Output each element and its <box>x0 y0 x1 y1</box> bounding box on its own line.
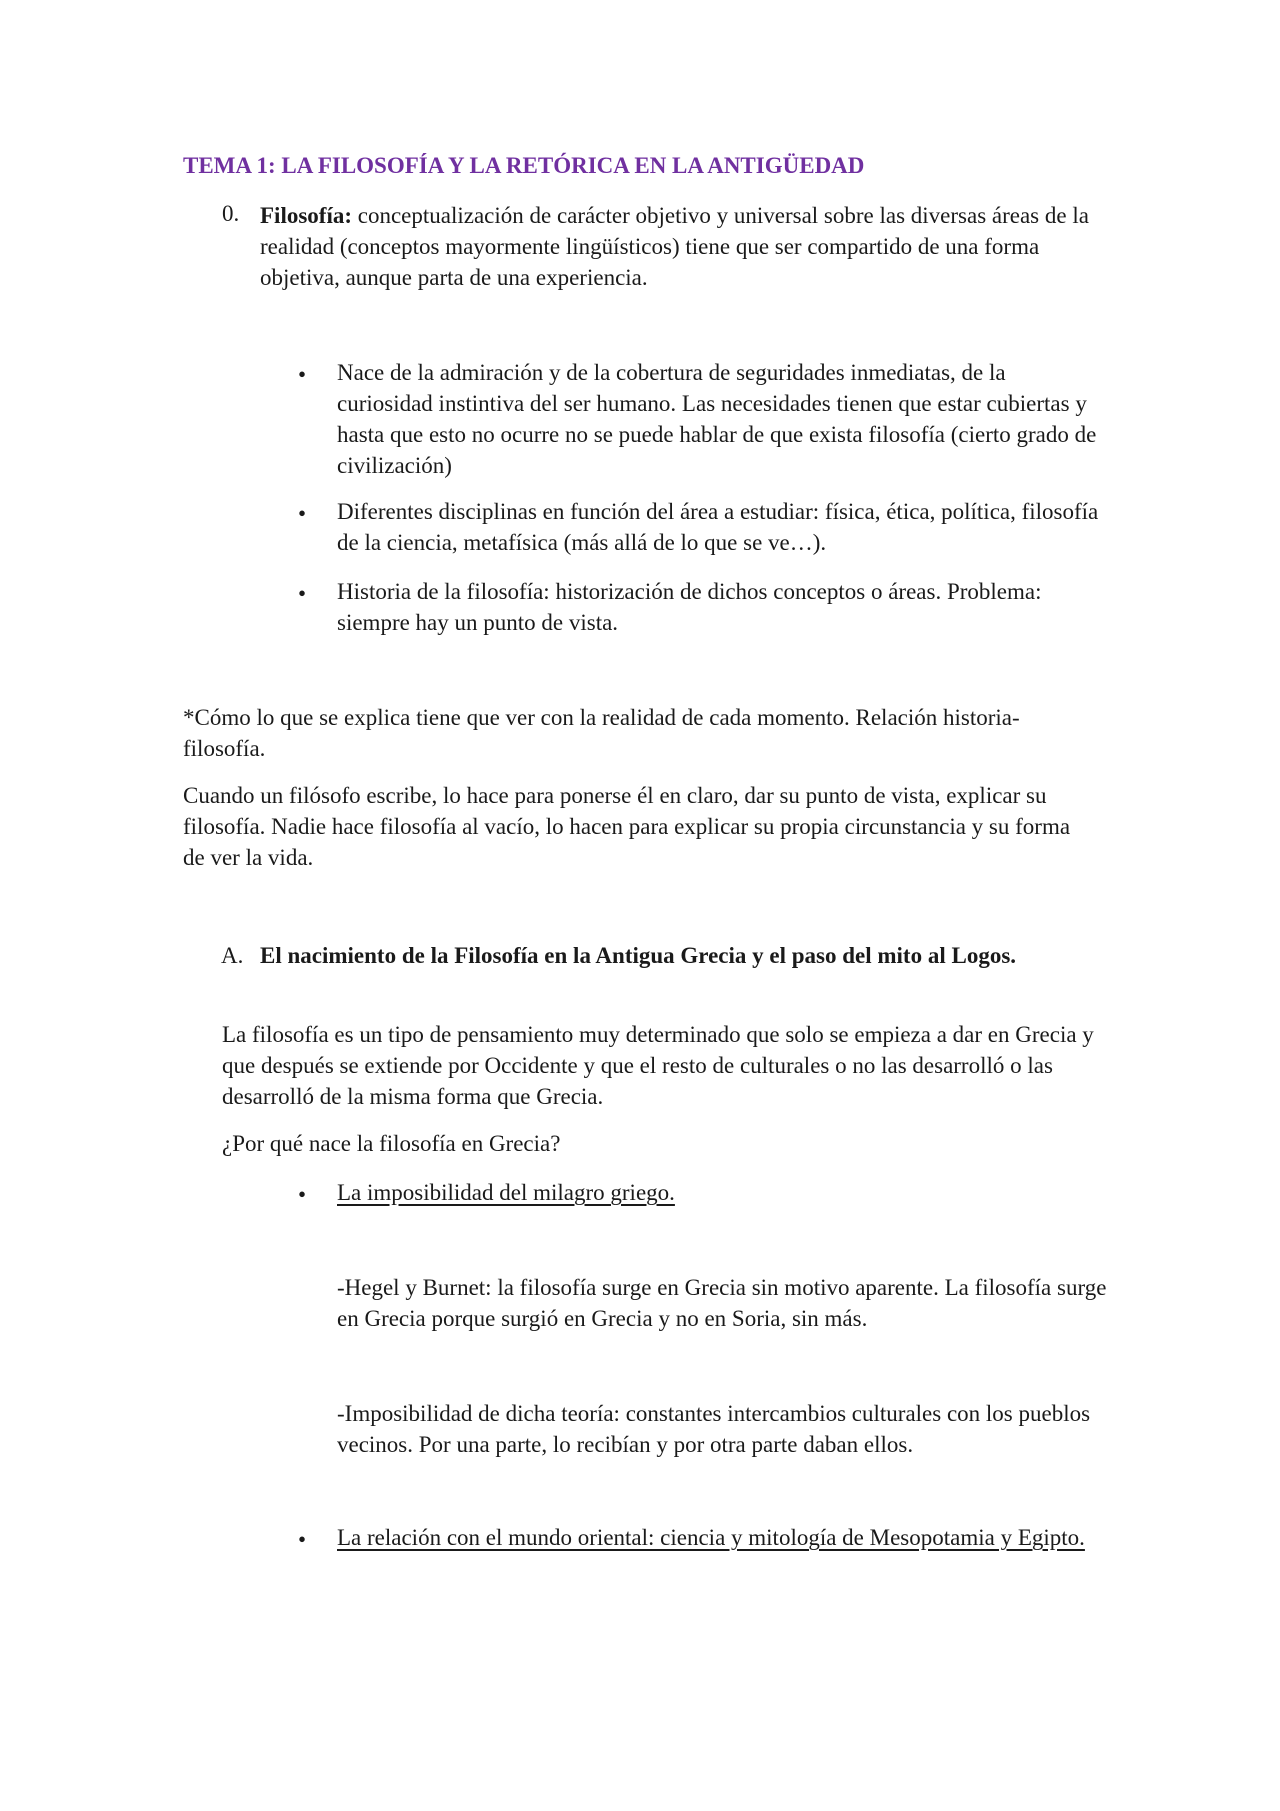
section-0-term: Filosofía: <box>260 203 352 228</box>
section-a-heading: El nacimiento de la Filosofía en la Antigua Grecia y el paso del mito al Logos. <box>260 943 1017 968</box>
bullet-icon: • <box>298 362 307 387</box>
underlined-subheading: La imposibilidad del milagro griego. <box>337 1180 675 1205</box>
sub-paragraph: -Hegel y Burnet: la filosofía surge en Grecia sin motivo aparente. La filosofía surge en Grecia porque surgió en Grecia y no en Soria, sin más. <box>337 1275 1107 1331</box>
note-paragraph: Cuando un filósofo escribe, lo hace para ponerse él en claro, dar su punto de vista, explicar su filosofía. Nadie hace filosofía al vacío, lo hacen para explicar su propia circunstancia y su forma de ver la vida. <box>183 783 1071 870</box>
bullet-icon: • <box>298 1182 307 1207</box>
section-a-intro: La filosofía es un tipo de pensamiento muy determinado que solo se empieza a dar en Grecia y que después se extiende por Occidente y que el resto de culturales o no las desarrolló o las desarrolló de la misma forma que Grecia. <box>222 1022 1094 1109</box>
list-item <box>337 1177 1107 1208</box>
page-title: TEMA 1: LA FILOSOFÍA Y LA RETÓRICA EN LA ANTIGÜEDAD <box>183 153 865 178</box>
section-0-number: 0. <box>222 201 240 226</box>
list-item <box>337 1522 1097 1553</box>
section-0-definition-text: conceptualización de carácter objetivo y universal sobre las diversas áreas de la realidad (conceptos mayormente lingüísticos) tiene que ser compartido de una forma objetiva, aunque parta de una experiencia. <box>260 203 1089 290</box>
bullet-icon: • <box>298 1527 307 1552</box>
note-paragraph: *Cómo lo que se explica tiene que ver con la realidad de cada momento. Relación historia-filosofía. <box>183 705 1020 761</box>
section-a-letter: A. <box>221 943 244 968</box>
bullet-icon: • <box>298 581 307 606</box>
list-item: Historia de la filosofía: historización de dichos conceptos o áreas. Problema: siempre hay un punto de vista. <box>337 579 1042 635</box>
underlined-subheading: La relación con el mundo oriental: ciencia y mitología de Mesopotamia y Egipto. <box>337 1525 1085 1550</box>
list-item: Diferentes disciplinas en función del área a estudiar: física, ética, política, filosofía de la ciencia, metafísica (más allá de lo que se ve…). <box>337 499 1099 555</box>
section-0-definition <box>260 200 1110 293</box>
sub-paragraph: -Imposibilidad de dicha teoría: constantes intercambios culturales con los pueblos vecinos. Por una parte, lo recibían y por otra parte daban ellos. <box>337 1401 1091 1457</box>
list-item: Nace de la admiración y de la cobertura de seguridades inmediatas, de la curiosidad instintiva del ser humano. Las necesidades tienen que estar cubiertas y hasta que esto no ocurre no se puede hablar de que exista filosofía (cierto grado de civilización) <box>337 360 1097 478</box>
bullet-icon: • <box>298 501 307 526</box>
section-a-question: ¿Por qué nace la filosofía en Grecia? <box>222 1131 561 1156</box>
